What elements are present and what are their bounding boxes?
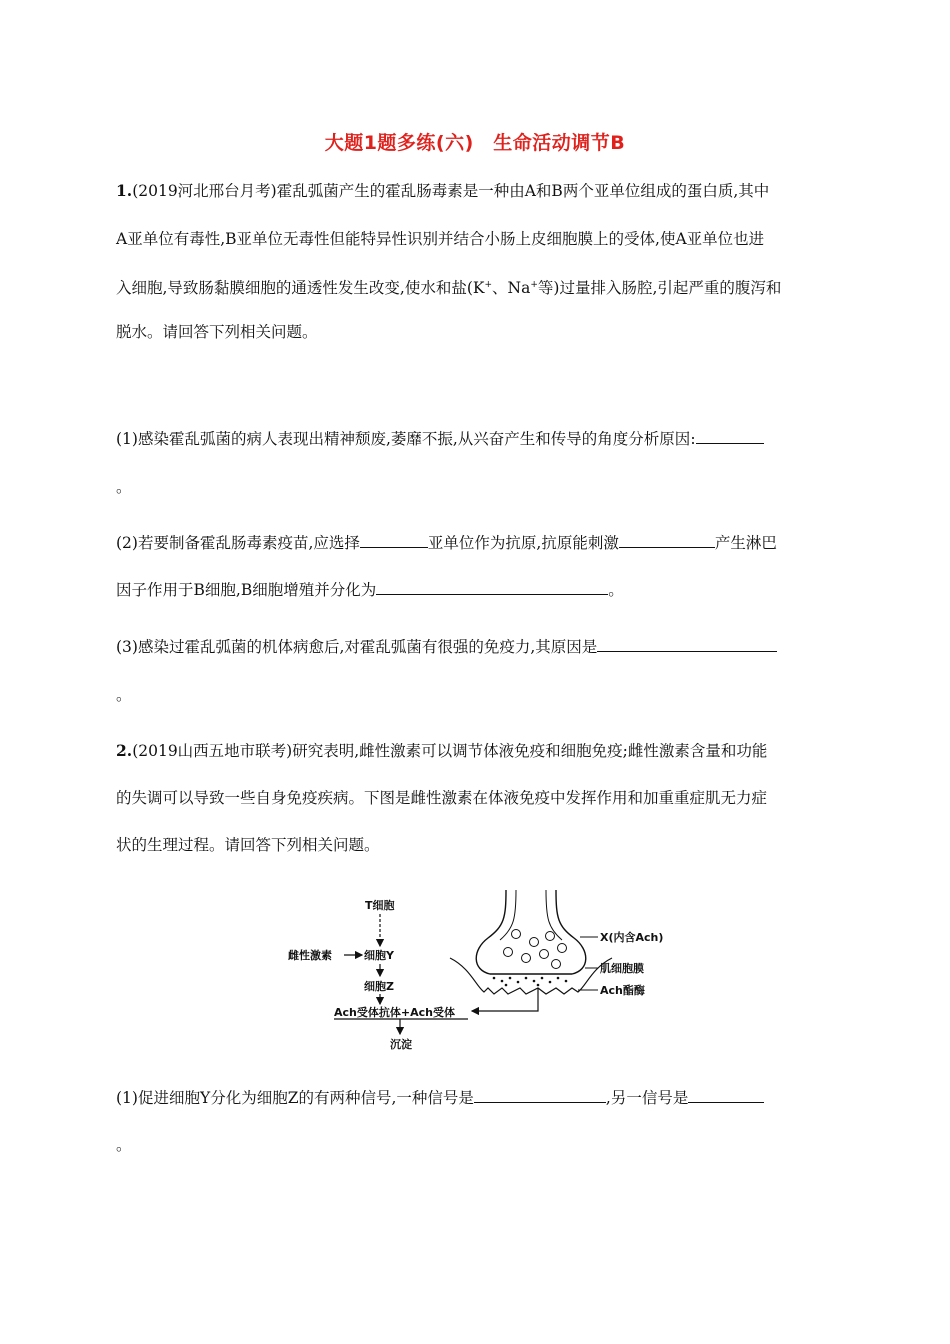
precipitate-label: 沉淀 (390, 1038, 412, 1051)
q1-sub3-end: 。 (116, 686, 132, 704)
label-x: X(内含Ach) (600, 931, 664, 944)
answer-blank[interactable] (474, 1087, 606, 1103)
answer-blank[interactable] (688, 1087, 764, 1103)
synapse-drawing (450, 890, 612, 994)
q2-sub1-end: 。 (116, 1136, 132, 1154)
q1-intro-line-4: 脱水。请回答下列相关问题。 (116, 323, 318, 341)
q1-sub2-line-2: 因子作用于B细胞,B细胞增殖并分化为 。 (116, 581, 624, 599)
q2-intro-line-1: 2.(2019山西五地市联考)研究表明,雌性激素可以调节体液免疫和细胞免疫;雌性激素含量和功能 (116, 741, 768, 760)
q1-number: 1. (116, 181, 133, 200)
q1-intro-line-2: A亚单位有毒性,B亚单位无毒性但能特异性识别并结合小肠上皮细胞膜上的受体,使A亚单位也进 (116, 230, 765, 248)
q1-intro-line-1: 1.(2019河北邢台月考)霍乱弧菌产生的霍乱肠毒素是一种由A和B两个亚单位组成的蛋白质,其中 (116, 181, 770, 200)
answer-blank[interactable] (360, 532, 428, 548)
t-cell-label: T细胞 (365, 899, 395, 912)
answer-blank[interactable] (696, 428, 764, 444)
answer-blank[interactable] (597, 636, 777, 652)
q2-sub1: (1)促进细胞Y分化为细胞Z的有两种信号,一种信号是 ,另一信号是 (116, 1087, 832, 1109)
answer-blank[interactable] (376, 579, 608, 595)
cell-y-label: 细胞Y (364, 949, 394, 962)
q1-intro-line-3: 入细胞,导致肠黏膜细胞的通透性发生改变,使水和盐(K+、Na+等)过量排入肠腔,引起严重的腹泻和 (116, 279, 782, 298)
immune-process-diagram (280, 888, 680, 1058)
q2-intro-line-2: 的失调可以导致一些自身免疫疾病。下图是雌性激素在体液免疫中发挥作用和加重重症肌无力症 (116, 789, 768, 807)
answer-blank[interactable] (619, 532, 715, 548)
hormone-label: 雌性激素 (288, 949, 332, 962)
q1-sub2-line-1: (2)若要制备霍乱肠毒素疫苗,应选择 亚单位作为抗原,抗原能刺激 产生淋巴 (116, 534, 777, 552)
q1-sub1-end: 。 (116, 478, 132, 496)
label-enzyme: Ach酯酶 (600, 984, 645, 997)
q2-intro-line-3: 状的生理过程。请回答下列相关问题。 (116, 836, 380, 854)
cell-z-label: 细胞Z (364, 980, 394, 993)
q1-sub3: (3)感染过霍乱弧菌的机体病愈后,对霍乱弧菌有很强的免疫力,其原因是 (116, 636, 832, 658)
page-title: 大题1题多练(六) 生命活动调节B (324, 132, 626, 154)
q1-sub1: (1)感染霍乱弧菌的病人表现出精神颓废,萎靡不振,从兴奋产生和传导的角度分析原因: (116, 428, 832, 450)
q2-number: 2. (116, 741, 133, 760)
complex-label: Ach受体抗体+Ach受体 (334, 1006, 455, 1019)
label-membrane: 肌细胞膜 (600, 962, 644, 975)
